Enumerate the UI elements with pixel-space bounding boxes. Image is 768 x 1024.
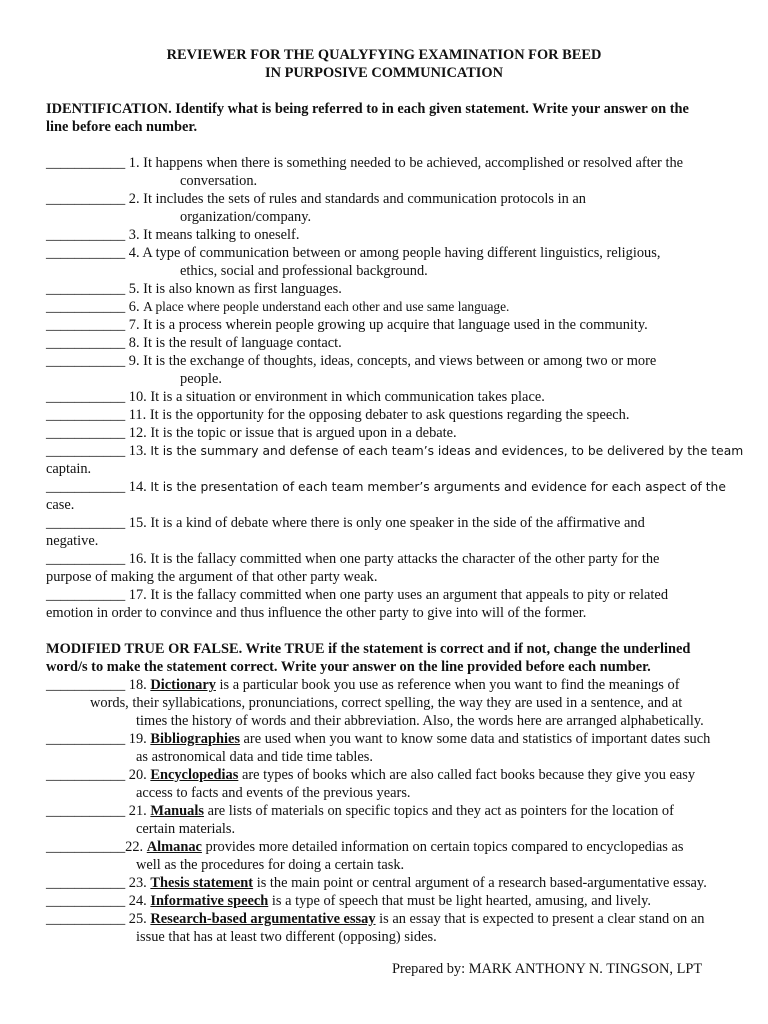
answer-blank[interactable]: ___________ xyxy=(46,803,126,819)
statement-item xyxy=(46,676,726,694)
question-item xyxy=(46,586,726,604)
answer-blank[interactable]: ___________ xyxy=(46,587,126,603)
question-number: 14. xyxy=(128,479,147,495)
question-text: It is a situation or environment in which communication takes place. xyxy=(150,389,545,405)
answer-blank[interactable]: ___________ xyxy=(46,425,126,441)
question-text: It means talking to oneself. xyxy=(143,227,300,243)
statement-text: is a type of speech that must be light hearted, amusing, and lively. xyxy=(271,893,652,909)
statement-number: 19. xyxy=(128,731,147,747)
statement-item xyxy=(46,892,726,910)
question-number: 16. xyxy=(128,551,147,567)
question-text-cont: organization/company. xyxy=(180,209,312,225)
question-text: It is the result of language contact. xyxy=(143,335,342,351)
true-false-heading-cont: word/s to make the statement correct. Write your answer on the line provided before each number. xyxy=(46,659,651,675)
statement-text-cont: times the history of words and their abbreviation. Also, the words here are arranged alphabetically. xyxy=(136,713,704,729)
statement-item xyxy=(46,730,726,748)
statement-text-cont: access to facts and events of the previous years. xyxy=(136,785,411,801)
identification-heading: IDENTIFICATION. Identify what is being referred to in each given statement. Write your answer on the xyxy=(46,101,689,117)
question-number: 10. xyxy=(128,389,147,405)
answer-blank[interactable]: ___________ xyxy=(46,443,126,459)
answer-blank[interactable]: ___________ xyxy=(46,155,126,171)
question-item xyxy=(46,388,726,406)
statement-item xyxy=(46,910,726,928)
statement-text: are types of books which are also called fact books because they give you easy xyxy=(241,767,696,783)
question-text: It is a kind of debate where there is only one speaker in the side of the affirmative and xyxy=(150,515,645,531)
answer-blank[interactable]: ___________ xyxy=(46,911,126,927)
question-item xyxy=(46,514,726,532)
question-number: 1. xyxy=(128,155,140,171)
answer-blank[interactable]: ___________ xyxy=(46,389,126,405)
question-text-cont: ethics, social and professional background. xyxy=(180,263,428,279)
question-text-cont: negative. xyxy=(46,533,99,549)
statement-text-cont: certain materials. xyxy=(136,821,236,837)
question-text: It is the fallacy committed when one party uses an argument that appeals to pity or related xyxy=(150,587,669,603)
question-number: 5. xyxy=(128,281,140,297)
statement-text-cont: issue that has at least two different (opposing) sides. xyxy=(136,929,437,945)
question-number: 11. xyxy=(128,407,147,423)
question-item xyxy=(46,244,726,262)
answer-blank[interactable]: ___________ xyxy=(46,677,126,693)
document-title: REVIEWER FOR THE QUALYFYING EXAMINATION FOR BEED xyxy=(166,47,602,63)
question-number: 3. xyxy=(128,227,140,243)
statement-text: is the main point or central argument of a research based-argumentative essay. xyxy=(256,875,707,891)
question-number: 13. xyxy=(128,443,147,459)
underlined-term: Thesis statement xyxy=(150,875,254,891)
statement-number: 25. xyxy=(128,911,147,927)
statement-text: are lists of materials on specific topics and they act as pointers for the location of xyxy=(207,803,674,819)
answer-blank[interactable]: ___________ xyxy=(46,281,126,297)
question-item xyxy=(46,154,726,172)
answer-blank[interactable]: ___________ xyxy=(46,839,126,855)
question-text-cont: emotion in order to convince and thus influence the other party to give into will of the former. xyxy=(46,605,587,621)
question-text: A type of communication between or among people having different linguistics, religious, xyxy=(142,245,661,261)
statement-number: 20. xyxy=(128,767,147,783)
question-item xyxy=(46,550,726,568)
question-item xyxy=(46,406,726,424)
identification-heading-cont: line before each number. xyxy=(46,119,198,135)
underlined-term: Almanac xyxy=(146,839,202,855)
question-item xyxy=(46,226,726,244)
question-item xyxy=(46,316,726,334)
statement-text-cont: well as the procedures for doing a certain task. xyxy=(136,857,405,873)
question-text: It happens when there is something needed to be achieved, accomplished or resolved after the xyxy=(143,155,684,171)
statement-text: is a particular book you use as reference when you want to find the meanings of xyxy=(219,677,680,693)
answer-blank[interactable]: ___________ xyxy=(46,479,126,495)
statement-number: 21. xyxy=(128,803,147,819)
underlined-term: Informative speech xyxy=(150,893,269,909)
question-item xyxy=(46,478,726,496)
question-text: It is the topic or issue that is argued upon in a debate. xyxy=(150,425,457,441)
underlined-term: Dictionary xyxy=(150,677,216,693)
question-text: It is the presentation of each team member’s arguments and evidence for each aspect of the xyxy=(150,480,726,494)
question-item xyxy=(46,442,744,460)
question-text-cont: captain. xyxy=(46,461,92,477)
document-subtitle: IN PURPOSIVE COMMUNICATION xyxy=(265,65,503,81)
statement-item xyxy=(46,838,726,856)
question-text: It is the fallacy committed when one party attacks the character of the other party for the xyxy=(150,551,660,567)
statement-item xyxy=(46,766,726,784)
question-item xyxy=(46,190,726,208)
question-text: It is the summary and defense of each team’s ideas and evidences, to be delivered by the team xyxy=(150,444,744,458)
question-text-cont: purpose of making the argument of that other party weak. xyxy=(46,569,378,585)
question-number: 8. xyxy=(128,335,140,351)
statement-number: 18. xyxy=(128,677,147,693)
question-number: 7. xyxy=(128,317,140,333)
question-text: It is also known as first languages. xyxy=(143,281,342,297)
question-number: 17. xyxy=(128,587,147,603)
underlined-term: Bibliographies xyxy=(150,731,240,747)
question-text: It includes the sets of rules and standards and communication protocols in an xyxy=(143,191,586,207)
question-text-cont: conversation. xyxy=(180,173,258,189)
prepared-by: Prepared by: MARK ANTHONY N. TINGSON, LPT xyxy=(392,961,703,977)
statement-text-cont: words, their syllabications, pronunciations, correct spelling, the way they are used in a sentence, and at xyxy=(90,695,683,711)
question-item xyxy=(46,280,726,298)
answer-blank[interactable]: ___________ xyxy=(46,767,126,783)
statement-text-cont: as astronomical data and tide time tables. xyxy=(136,749,373,765)
question-text: It is a process wherein people growing up acquire that language used in the community. xyxy=(143,317,648,333)
question-number: 12. xyxy=(128,425,147,441)
question-number: 4. xyxy=(128,245,140,261)
answer-blank[interactable]: ___________ xyxy=(46,191,126,207)
statement-item xyxy=(46,802,726,820)
question-text: It is the exchange of thoughts, ideas, concepts, and views between or among two or more xyxy=(143,353,657,369)
question-item xyxy=(46,334,726,352)
answer-blank[interactable]: ___________ xyxy=(46,893,126,909)
question-text-cont: people. xyxy=(180,371,222,387)
question-number: 6. xyxy=(128,299,140,315)
question-text-cont: case. xyxy=(46,497,75,513)
answer-blank[interactable]: ___________ xyxy=(46,875,126,891)
answer-blank[interactable]: ___________ xyxy=(46,245,126,261)
question-item xyxy=(46,424,726,442)
underlined-term: Manuals xyxy=(150,803,204,819)
answer-blank[interactable]: ___________ xyxy=(46,317,126,333)
question-item xyxy=(46,298,726,316)
statement-number: 24. xyxy=(128,893,147,909)
answer-blank[interactable]: ___________ xyxy=(46,407,126,423)
answer-blank[interactable]: ___________ xyxy=(46,227,126,243)
underlined-term: Encyclopedias xyxy=(150,767,239,783)
question-number: 9. xyxy=(128,353,140,369)
answer-blank[interactable]: ___________ xyxy=(46,551,126,567)
true-false-heading: MODIFIED TRUE OR FALSE. Write TRUE if the statement is correct and if not, change the underlined xyxy=(46,641,691,657)
statement-item xyxy=(46,874,726,892)
question-number: 2. xyxy=(128,191,140,207)
question-item xyxy=(46,352,726,370)
underlined-term: Research-based argumentative essay xyxy=(150,911,376,927)
question-number: 15. xyxy=(128,515,147,531)
statement-text: is an essay that is expected to present a clear stand on an xyxy=(379,911,705,927)
answer-blank[interactable]: ___________ xyxy=(46,353,126,369)
statement-text: provides more detailed information on certain topics compared to encyclopedias as xyxy=(205,839,684,855)
question-text: A place where people understand each other and use same language. xyxy=(143,299,510,314)
question-text: It is the opportunity for the opposing debater to ask questions regarding the speech. xyxy=(149,407,630,423)
statement-number: 23. xyxy=(128,875,147,891)
answer-blank[interactable]: ___________ xyxy=(46,731,126,747)
answer-blank[interactable]: ___________ xyxy=(46,515,126,531)
answer-blank[interactable]: ___________ xyxy=(46,335,126,351)
statement-number: 22. xyxy=(125,839,144,855)
answer-blank[interactable]: ___________ xyxy=(46,299,126,315)
statement-text: are used when you want to know some data and statistics of important dates such xyxy=(243,731,711,747)
